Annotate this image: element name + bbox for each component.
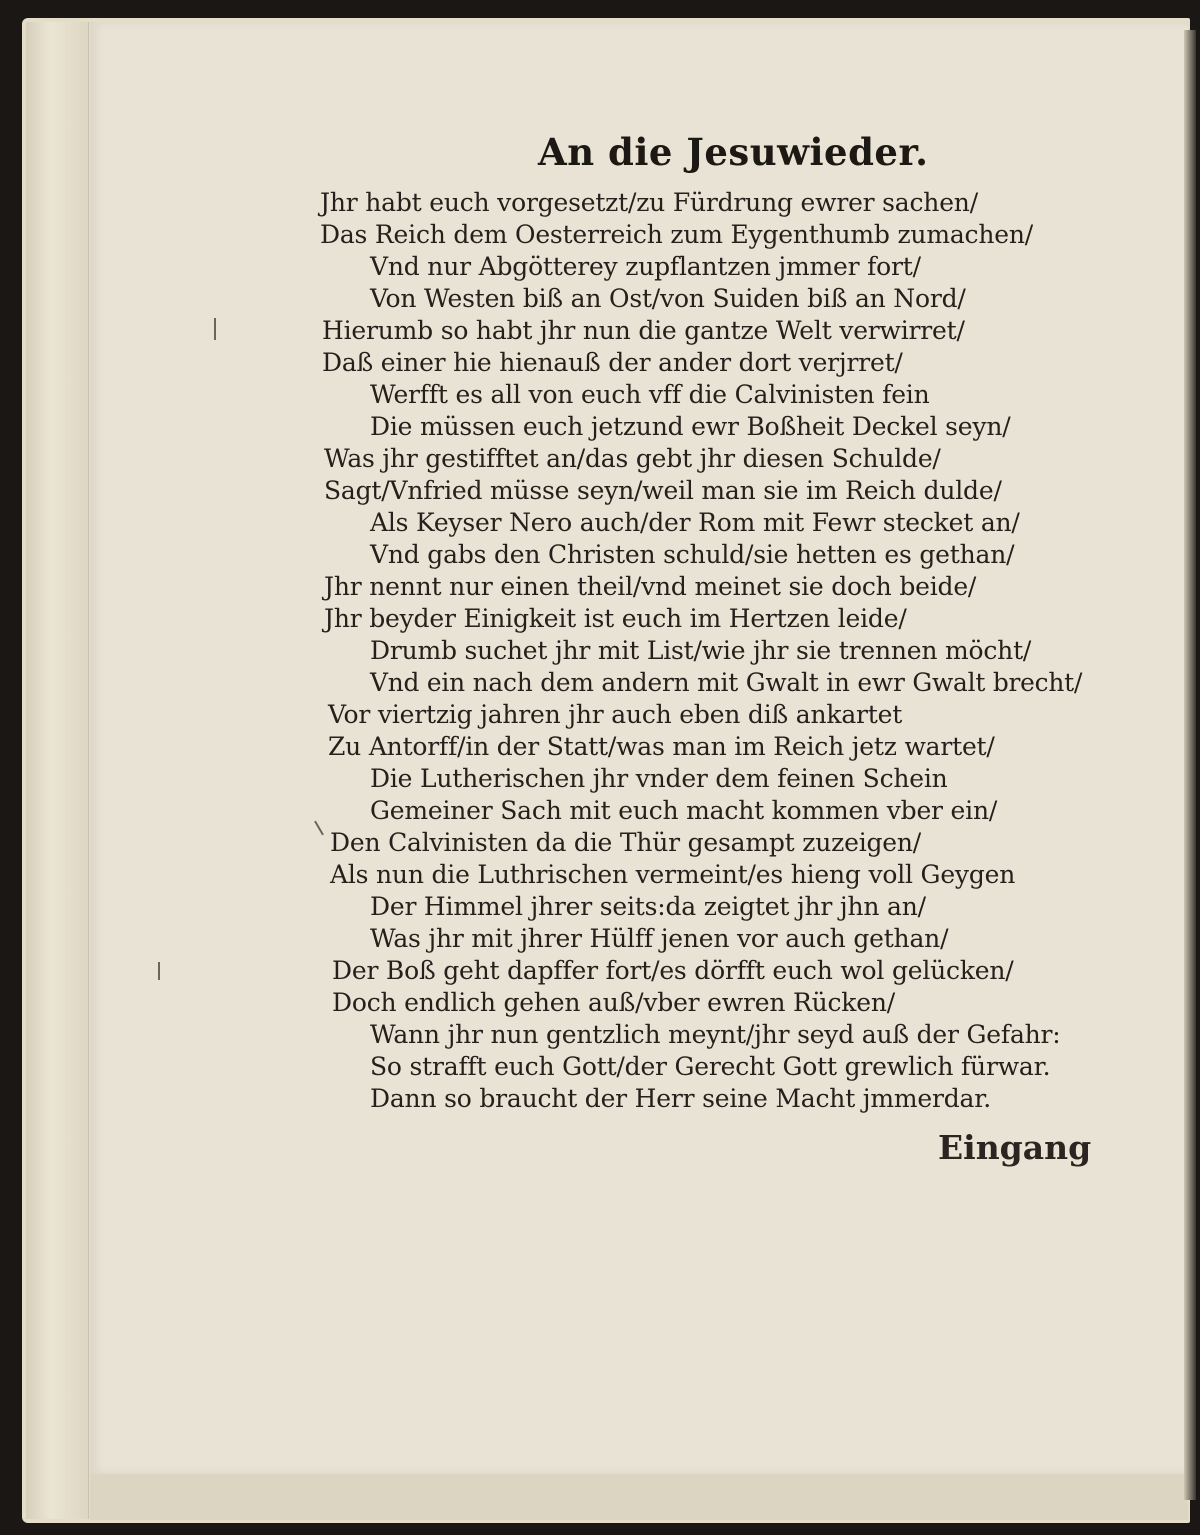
verse-line: Daß einer hie hienauß der ander dort verjrret/	[322, 348, 903, 377]
binding-fold	[26, 22, 89, 1519]
verse-line: Sagt/Vnfried müsse seyn/weil man sie im Reich dulde/	[324, 476, 1002, 505]
verse-line: Die Lutherischen jhr vnder dem feinen Schein	[370, 764, 948, 793]
verse-line: Werfft es all von euch vff die Calvinisten fein	[370, 380, 930, 409]
margin-mark	[214, 318, 216, 340]
verse-line: Was jhr gestifftet an/das gebt jhr diesen Schulde/	[324, 444, 941, 473]
verse-line: Vnd nur Abgötterey zupflantzen jmmer fort/	[370, 252, 921, 281]
verse-line: Als Keyser Nero auch/der Rom mit Fewr stecket an/	[370, 508, 1020, 537]
verse-line: Den Calvinisten da die Thür gesampt zuzeigen/	[330, 828, 922, 857]
verse-line: Der Himmel jhrer seits:da zeigtet jhr jhn an/	[370, 892, 926, 921]
heading: An die Jesuwieder.	[538, 130, 929, 174]
verse-line: Das Reich dem Oesterreich zum Eygenthumb zumachen/	[320, 220, 1033, 249]
verse-line: Hierumb so habt jhr nun die gantze Welt verwirret/	[322, 316, 965, 345]
verse-line: Zu Antorff/in der Statt/was man im Reich jetz wartet/	[328, 732, 995, 761]
verse-line: Doch endlich gehen auß/vber ewren Rücken/	[332, 988, 895, 1017]
verse-line: Vor viertzig jahren jhr auch eben diß ankartet	[328, 700, 903, 729]
verse-line: Der Boß geht dapffer fort/es dörfft euch wol gelücken/	[332, 956, 1014, 985]
verse-line: Vnd gabs den Christen schuld/sie hetten es gethan/	[370, 540, 1015, 569]
verse-line: Gemeiner Sach mit euch macht kommen vber ein/	[370, 796, 998, 825]
verse-line: Was jhr mit jhrer Hülff jenen vor auch gethan/	[370, 924, 949, 953]
catchword: Eingang	[938, 1128, 1092, 1167]
verse-line: Dann so braucht der Herr seine Macht jmmerdar.	[370, 1084, 991, 1113]
verse-line: Als nun die Luthrischen vermeint/es hieng voll Geygen	[330, 860, 1016, 889]
verse-line: Jhr beyder Einigkeit ist euch im Hertzen leide/	[324, 604, 907, 633]
margin-mark	[158, 962, 160, 980]
verse-line: Jhr habt euch vorgesetzt/zu Fürdrung ewrer sachen/	[320, 188, 978, 217]
verse-line: Wann jhr nun gentzlich meynt/jhr seyd auß der Gefahr:	[370, 1020, 1061, 1049]
verse-line: So strafft euch Gott/der Gerecht Gott grewlich fürwar.	[370, 1052, 1051, 1081]
verse-line: Vnd ein nach dem andern mit Gwalt in ewr Gwalt brecht/	[370, 668, 1083, 697]
verse-line: Von Westen biß an Ost/von Suiden biß an Nord/	[370, 284, 966, 313]
verse-line: Drumb suchet jhr mit List/wie jhr sie trennen möcht/	[370, 636, 1032, 665]
page-edge	[1184, 30, 1196, 1500]
binding-bottom-band	[90, 1474, 1188, 1520]
verse-line: Jhr nennt nur einen theil/vnd meinet sie doch beide/	[324, 572, 977, 601]
verse-line: Die müssen euch jetzund ewr Boßheit Deckel seyn/	[370, 412, 1011, 441]
